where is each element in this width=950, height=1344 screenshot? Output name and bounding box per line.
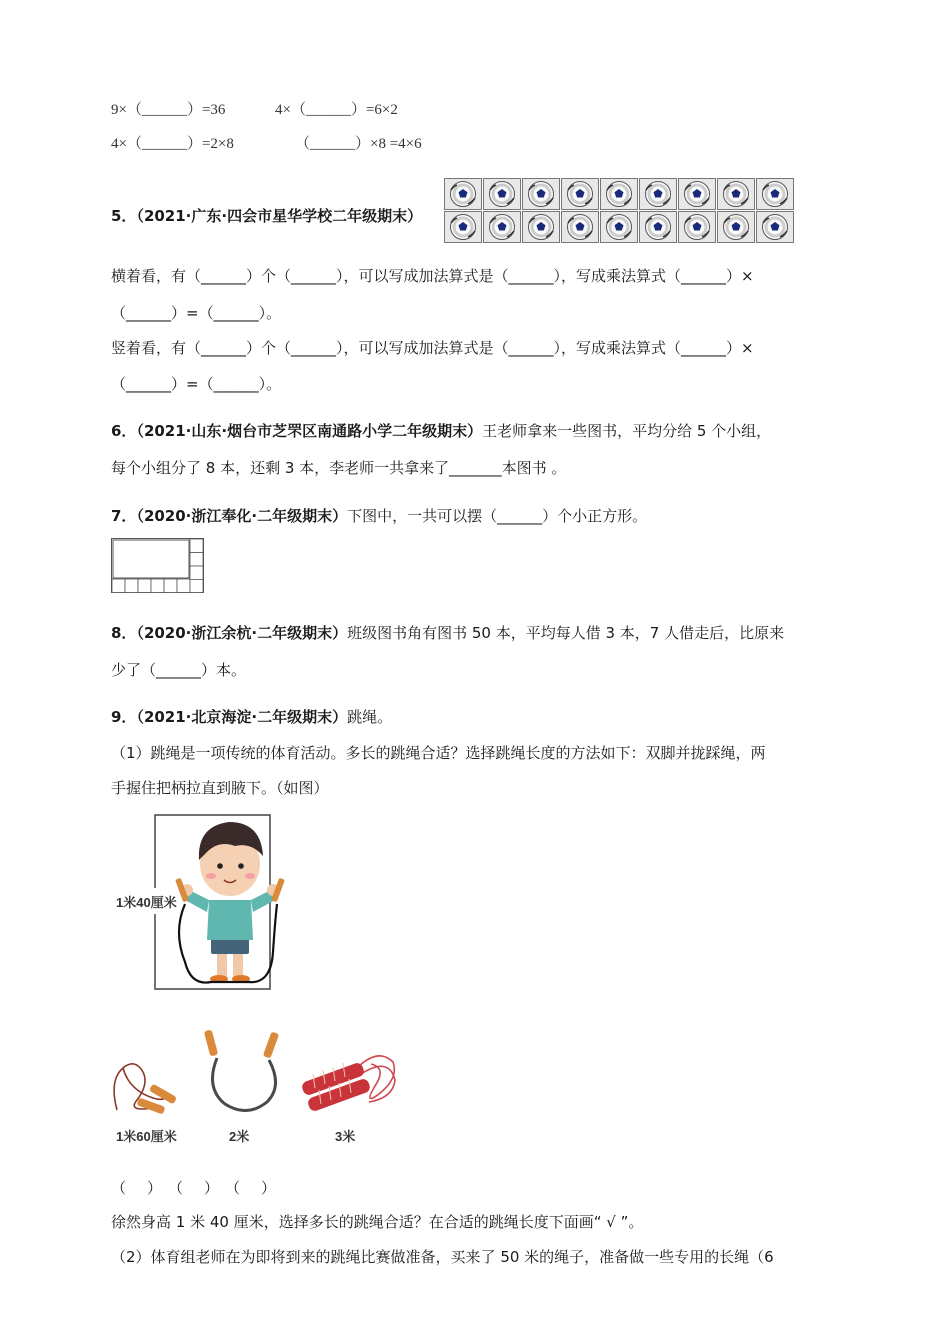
soccer-ball-grid <box>444 178 794 244</box>
question-5-line-1: 横着看，有（______）个（______），可以写成加法算式是（______），写成乘法算式（______）× <box>111 267 754 285</box>
rope-label-2: 2米 <box>229 1129 250 1144</box>
soccer-ball-icon <box>756 211 794 243</box>
small-square <box>164 579 177 593</box>
small-square <box>151 579 164 593</box>
soccer-ball-icon <box>717 211 755 243</box>
question-source: （2020·浙江奉化·二年级期末） <box>136 507 348 525</box>
soccer-ball-icon <box>639 178 677 210</box>
question-source: （2021·山东·烟台市芝罘区南通路小学二年级期末） <box>136 422 483 440</box>
soccer-ball-icon <box>561 211 599 243</box>
question-title: 跳绳。 <box>347 708 393 726</box>
small-square <box>112 579 125 593</box>
equation-row-2 <box>111 134 422 154</box>
small-square <box>138 579 151 593</box>
question-9-part-2-line-1: （2）体育组老师在为即将到来的跳绳比赛做准备，买来了 50 米的绳子，准备做一些专用的长绳（6 <box>111 1248 774 1266</box>
question-7-line-1 <box>111 506 647 526</box>
small-square <box>125 579 138 593</box>
soccer-ball-icon <box>639 211 677 243</box>
small-square <box>190 566 203 580</box>
soccer-ball-icon <box>522 178 560 210</box>
equation-1: 9×（______）=36 <box>111 102 226 118</box>
soccer-ball-icon <box>678 211 716 243</box>
answer-choices: （ ） （ ） （ ） <box>111 1179 280 1197</box>
question-5-header <box>111 206 422 226</box>
small-square <box>190 539 203 553</box>
question-8-line-2: 少了（______）本。 <box>111 661 247 679</box>
rope-3m-icon <box>299 1046 399 1116</box>
question-number: 6． <box>111 422 137 440</box>
question-number: 8． <box>111 624 137 642</box>
question-6-line-2: 每个小组分了 8 本，还剩 3 本，李老师一共拿来了_______本图书 。 <box>111 459 567 477</box>
question-number: 9． <box>111 708 137 726</box>
rope-label-1: 1米60厘米 <box>116 1129 177 1144</box>
soccer-ball-icon <box>600 211 638 243</box>
rope-1-6m-icon <box>109 1050 189 1120</box>
rectangle-border-squares-figure <box>111 538 205 594</box>
question-9-header <box>111 707 392 727</box>
rope-label-3: 3米 <box>335 1129 356 1144</box>
question-9-part-1-line-1: （1）跳绳是一项传统的体育活动。多长的跳绳合适？选择跳绳长度的方法如下：双脚并拢踩绳，两 <box>111 744 766 762</box>
small-square <box>190 553 203 567</box>
soccer-ball-icon <box>678 178 716 210</box>
question-6-line-1 <box>111 421 771 441</box>
small-square <box>177 579 190 593</box>
small-square <box>190 579 203 593</box>
question-5-line-2: （______）=（______）。 <box>111 304 282 322</box>
question-number: 7． <box>111 507 137 525</box>
soccer-ball-icon <box>756 178 794 210</box>
height-label: 1米40厘米 <box>116 895 177 910</box>
equation-2: 4×（______）=6×2 <box>275 102 398 118</box>
equation-3: 4×（______）=2×8 <box>111 136 234 152</box>
question-number: 5． <box>111 207 137 225</box>
equation-row-1 <box>111 100 398 120</box>
soccer-ball-icon <box>522 211 560 243</box>
question-text: 王老师拿来一些图书，平均分给 5 个小组， <box>482 422 772 440</box>
question-source: （2020·浙江余杭·二年级期末） <box>136 624 348 642</box>
question-8-line-1 <box>111 623 784 643</box>
equation-4: （______）×8 =4×6 <box>295 136 422 152</box>
question-source: （2021·广东·四会市星华学校二年级期末） <box>136 207 423 225</box>
question-text: 班级图书角有图书 50 本，平均每人借 3 本，7 人借走后，比原来 <box>347 624 785 642</box>
question-5-line-4: （______）=（______）。 <box>111 375 282 393</box>
question-text: 下图中，一共可以摆（______）个小正方形。 <box>347 507 648 525</box>
soccer-ball-icon <box>717 178 755 210</box>
soccer-ball-icon <box>600 178 638 210</box>
soccer-ball-icon <box>483 178 521 210</box>
soccer-ball-icon <box>561 178 599 210</box>
soccer-ball-icon <box>444 211 482 243</box>
soccer-ball-icon <box>483 211 521 243</box>
question-9-part-1-line-3: 徐然身高 1 米 40 厘米，选择多长的跳绳合适？在合适的跳绳长度下面画“ √ ”。 <box>111 1213 644 1231</box>
question-source: （2021·北京海淀·二年级期末） <box>136 708 348 726</box>
question-5-line-3: 竖着看，有（______）个（______），可以写成加法算式是（______），写成乘法算式（______）× <box>111 339 754 357</box>
question-9-part-1-line-2: 手握住把柄拉直到腋下。（如图） <box>111 779 329 797</box>
rope-2m-icon <box>203 1028 298 1114</box>
soccer-ball-icon <box>444 178 482 210</box>
